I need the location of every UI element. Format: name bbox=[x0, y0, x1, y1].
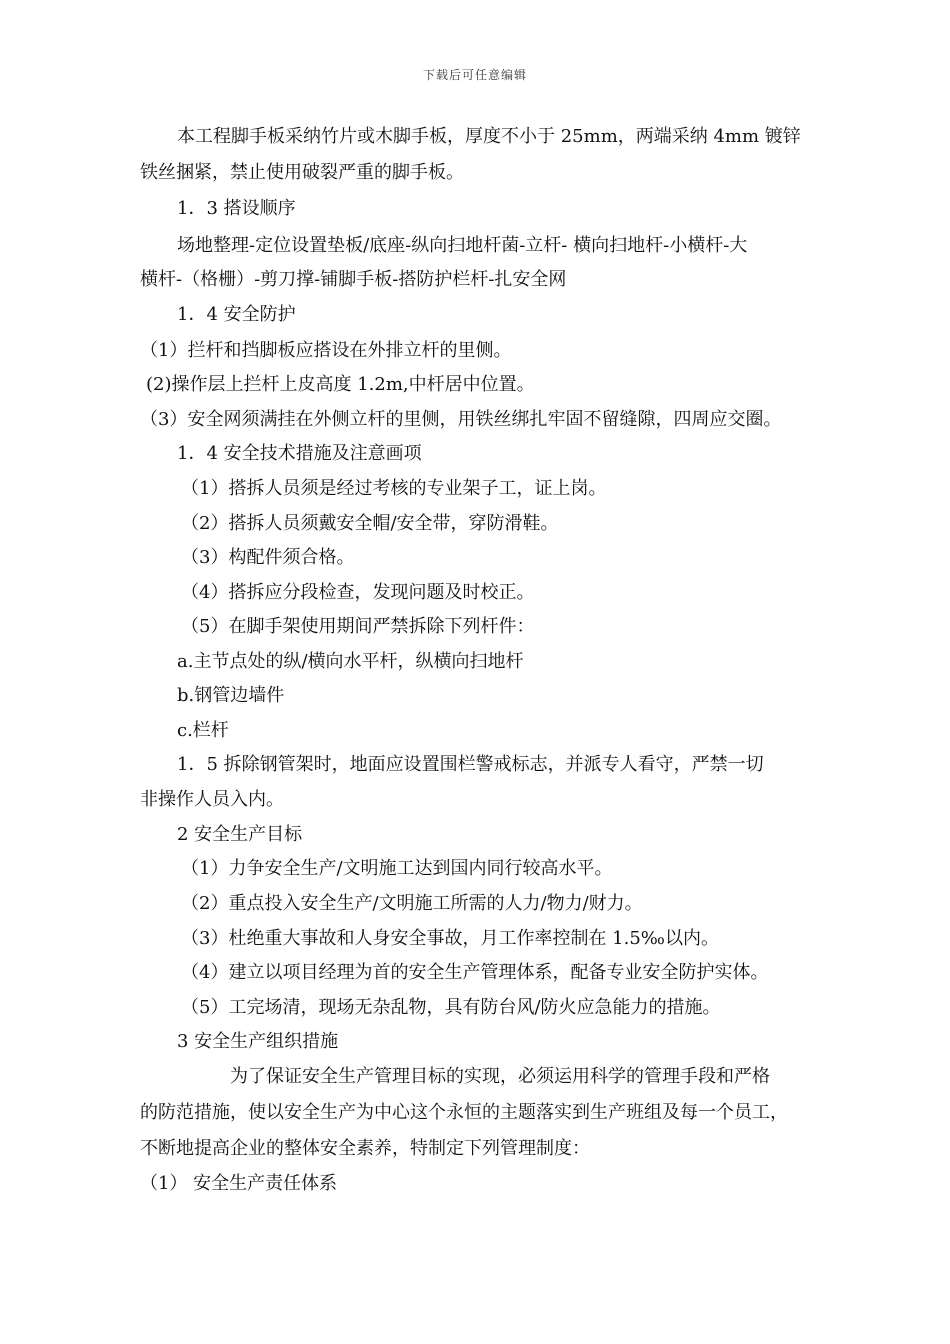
list-item: （2）搭拆人员须戴安全帽/安全带，穿防滑鞋。 bbox=[181, 513, 559, 534]
paragraph-line: 铁丝捆紧，禁止使用破裂严重的脚手板。 bbox=[140, 162, 464, 183]
paragraph-line: 为了保证安全生产管理目标的实现，必须运用科学的管理手段和严格 bbox=[230, 1066, 770, 1087]
paragraph-line: 非操作人员入内。 bbox=[140, 789, 284, 810]
paragraph-line: 不断地提高企业的整体安全素养，特制定下列管理制度： bbox=[140, 1138, 590, 1159]
section-heading: 2 安全生产目标 bbox=[177, 824, 303, 845]
section-heading: 3 安全生产组织措施 bbox=[177, 1031, 339, 1052]
section-heading: 1．4 安全技术措施及注意画项 bbox=[177, 443, 422, 464]
list-item: （1）拦杆和挡脚板应搭设在外排立杆的里侧。 bbox=[140, 340, 512, 361]
paragraph-line: 场地整理-定位设置垫板/底座-纵向扫地杆菌-立杆- 横向扫地杆-小横杆-大 bbox=[177, 235, 748, 256]
section-heading: 1．3 搭设顺序 bbox=[177, 198, 296, 219]
list-item: a.主节点处的纵/横向水平杆，纵横向扫地杆 bbox=[177, 651, 524, 672]
paragraph-line: 横杆-（格栅）-剪刀撑-铺脚手板-搭防护栏杆-扎安全网 bbox=[140, 269, 567, 290]
paragraph-line: 的防范措施，使以安全生产为中心这个永恒的主题落实到生产班组及每一个员工， bbox=[140, 1102, 788, 1123]
list-item: （4）搭拆应分段检查，发现问题及时校正。 bbox=[181, 582, 535, 603]
list-item: b.钢管边墙件 bbox=[177, 685, 285, 706]
paragraph-line: 本工程脚手板采纳竹片或木脚手板，厚度不小于 25mm，两端采纳 4mm 镀锌 bbox=[177, 126, 801, 147]
list-item: （3）安全网须满挂在外侧立杆的里侧，用铁丝绑扎牢固不留缝隙，四周应交圈。 bbox=[140, 409, 782, 430]
list-item: （5）工完场清，现场无杂乱物，具有防台风/防火应急能力的措施。 bbox=[181, 997, 721, 1018]
list-item: （2）重点投入安全生产/文明施工所需的人力/物力/财力。 bbox=[181, 893, 643, 914]
list-item: （3）杜绝重大事故和人身安全事故，月工作率控制在 1.5‰以内。 bbox=[181, 928, 719, 949]
page-header: 下载后可任意编辑 bbox=[422, 68, 527, 82]
paragraph-line: 1．5 拆除钢管架时，地面应设置围栏警戒标志，并派专人看守，严禁一切 bbox=[177, 754, 764, 775]
list-item: （1）搭拆人员须是经过考核的专业架子工，证上岗。 bbox=[181, 478, 607, 499]
list-item: （1）力争安全生产/文明施工达到国内同行较高水平。 bbox=[181, 858, 613, 879]
section-heading: 1．4 安全防护 bbox=[177, 304, 296, 325]
list-item: （4）建立以项目经理为首的安全生产管理体系，配备专业安全防护实体。 bbox=[181, 962, 769, 983]
list-item: c.栏杆 bbox=[177, 720, 229, 741]
list-item: (2)操作层上拦杆上皮高度 1.2m,中杆居中位置。 bbox=[146, 374, 535, 395]
list-item: （5）在脚手架使用期间严禁拆除下列杆件： bbox=[181, 616, 535, 637]
list-item: （3）构配件须合格。 bbox=[181, 547, 355, 568]
list-item: （1） 安全生产责任体系 bbox=[140, 1173, 338, 1194]
